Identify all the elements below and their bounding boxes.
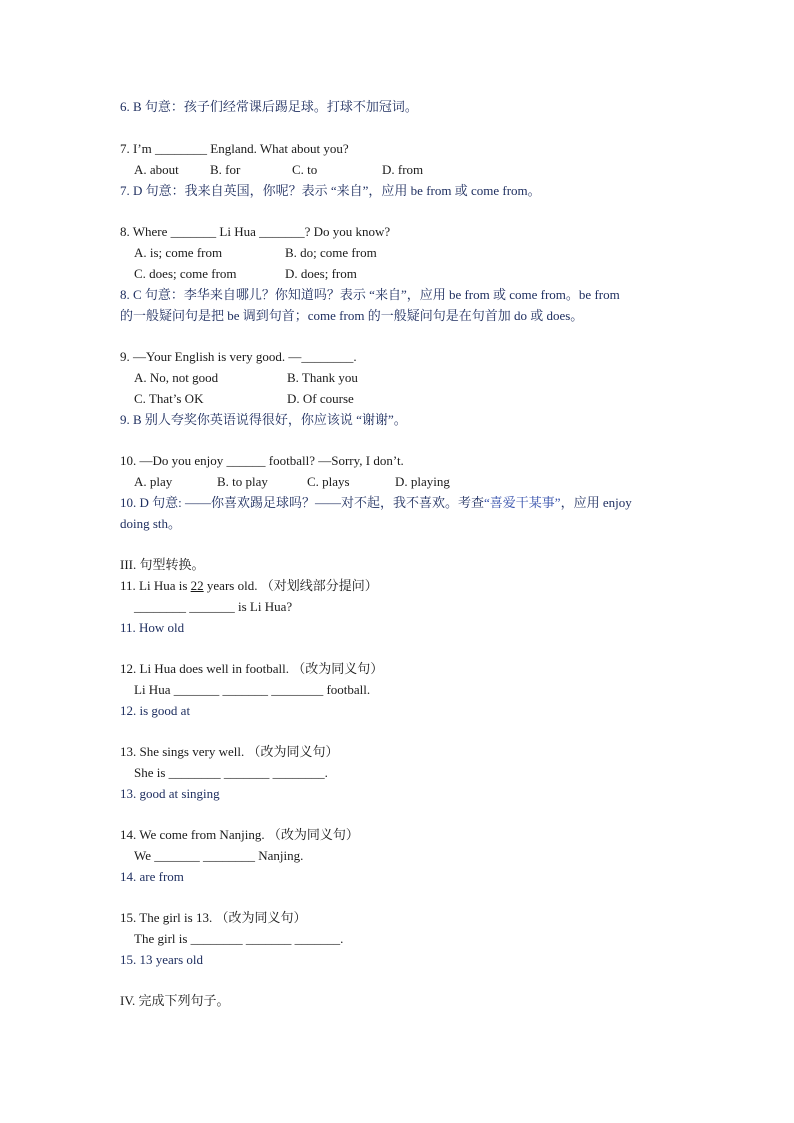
q9-option-b: B. Thank you <box>287 370 358 385</box>
q7-question: 7. I’m ________ England. What about you? <box>120 141 349 156</box>
q7-answer: 7. D 句意：我来自英国，你呢？表示 “来自”，应用 be from 或 come from。 <box>120 183 541 198</box>
q10-answer-highlight: “喜爱干某事” <box>484 495 561 510</box>
q10-answer-line1 <box>120 495 632 511</box>
q10-option-a: A. play <box>134 474 173 489</box>
section-3-heading: III. 句型转换。 <box>120 557 205 572</box>
q13-blank-line: She is ________ _______ ________. <box>134 765 328 780</box>
q11-answer: 11. How old <box>120 620 185 635</box>
q8-option-b: B. do; come from <box>285 245 377 260</box>
q10-option-b: B. to play <box>217 474 268 489</box>
q13-question: 13. She sings very well. （改为同义句） <box>120 744 339 759</box>
q11-prefix: 11. Li Hua is <box>120 578 191 593</box>
q8-option-d: D. does; from <box>285 266 357 281</box>
q10-answer-text-end: ，应用 enjoy <box>560 495 632 510</box>
q7-option-a: A. about <box>134 162 179 177</box>
q7-option-d: D. from <box>382 162 424 177</box>
q9-option-c: C. That’s OK <box>134 391 204 406</box>
q13-answer: 13. good at singing <box>120 786 220 801</box>
q9-question: 9. —Your English is very good. —________. <box>120 349 357 364</box>
q9-option-d: D. Of course <box>287 391 354 406</box>
q8-question: 8. Where _______ Li Hua _______? Do you know? <box>120 224 391 239</box>
section-4-heading: IV. 完成下列句子。 <box>120 993 230 1008</box>
q12-answer: 12. is good at <box>120 703 191 718</box>
q11-suffix: years old. （对划线部分提问） <box>203 578 378 593</box>
q12-question: 12. Li Hua does well in football. （改为同义句） <box>120 661 384 676</box>
q10-answer-line2: doing sth。 <box>120 516 182 531</box>
q15-question: 15. The girl is 13. （改为同义句） <box>120 910 307 925</box>
q8-option-a: A. is; come from <box>134 245 223 260</box>
q11-blank-line: ________ _______ is Li Hua? <box>134 599 293 614</box>
q12-blank-line: Li Hua _______ _______ ________ football. <box>134 682 371 697</box>
q8-option-c: C. does; come from <box>134 266 237 281</box>
q9-answer: 9. B 别人夸奖你英语说得很好，你应该说 “谢谢”。 <box>120 412 407 427</box>
q8-answer-line2: 的一般疑问句是把 be 调到句首；come from 的一般疑问句是在句首加 do 或 does。 <box>120 308 584 323</box>
q7-option-c: C. to <box>292 162 318 177</box>
q14-answer: 14. are from <box>120 869 184 884</box>
q6-answer: 6. B 句意：孩子们经常课后踢足球。打球不加冠词。 <box>120 99 418 114</box>
q8-answer-line1: 8. C 句意：李华来自哪儿？你知道吗？表示 “来自”，应用 be from 或 come from。be from <box>120 287 620 302</box>
q10-option-c: C. plays <box>307 474 350 489</box>
q10-question: 10. —Do you enjoy ______ football? —Sorry, I don’t. <box>120 453 404 468</box>
q11-underlined-part: 22 <box>190 578 204 593</box>
q15-blank-line: The girl is ________ _______ _______. <box>134 931 344 946</box>
q14-blank-line: We _______ ________ Nanjing. <box>134 848 304 863</box>
q7-option-b: B. for <box>210 162 241 177</box>
q10-answer-text: 10. D 句意: ——你喜欢踢足球吗？——对不起，我不喜欢。考查 <box>120 495 485 510</box>
q14-question: 14. We come from Nanjing. （改为同义句） <box>120 827 359 842</box>
q9-option-a: A. No, not good <box>134 370 219 385</box>
q10-option-d: D. playing <box>395 474 450 489</box>
q11-question <box>120 578 378 594</box>
q15-answer: 15. 13 years old <box>120 952 204 967</box>
